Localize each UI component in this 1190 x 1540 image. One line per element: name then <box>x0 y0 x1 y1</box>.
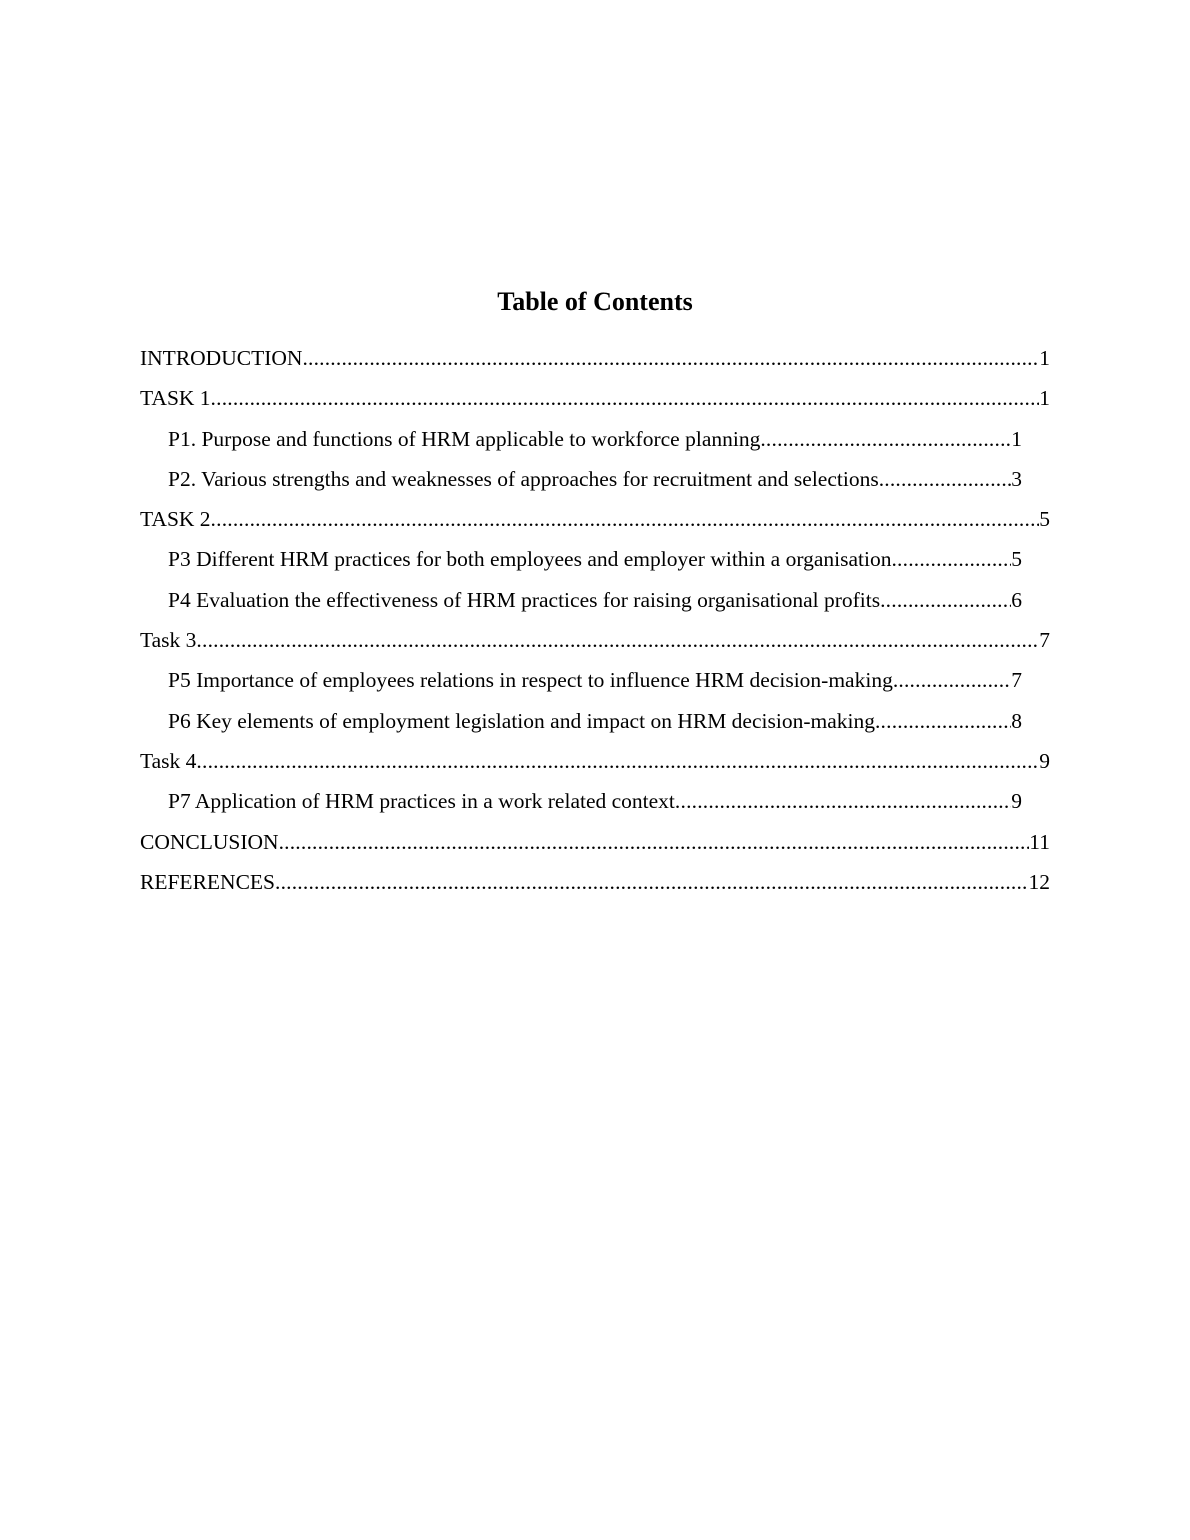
toc-dot-leader <box>880 582 1011 618</box>
toc-entry-label: P1. Purpose and functions of HRM applicable to workforce planning <box>168 426 761 451</box>
toc-entry-label: Task 3 <box>140 628 197 653</box>
toc-title: Table of Contents <box>497 287 693 316</box>
toc-dot-leader <box>675 783 1011 819</box>
toc-entry-introduction[interactable] <box>140 340 1050 380</box>
toc-dot-leader <box>196 743 1039 779</box>
toc-entry-p5[interactable] <box>168 662 1022 702</box>
toc-entry-p1[interactable] <box>168 421 1022 461</box>
toc-list <box>140 340 1050 904</box>
toc-dot-leader <box>211 380 1040 416</box>
toc-dot-leader <box>879 461 1012 497</box>
toc-entry-label: INTRODUCTION <box>140 346 303 370</box>
toc-page-number: 3 <box>1011 466 1022 491</box>
toc-page-number: 1 <box>1039 346 1050 370</box>
toc-page-number: 12 <box>1028 869 1050 894</box>
toc-page-number: 7 <box>1011 668 1022 693</box>
toc-entry-label: P2. Various strengths and weaknesses of approaches for recruitment and selections <box>168 466 879 491</box>
toc-page-number: 5 <box>1039 507 1050 532</box>
toc-entry-conclusion[interactable] <box>140 824 1050 864</box>
toc-entry-task-4[interactable] <box>140 743 1050 783</box>
toc-entry-label: REFERENCES <box>140 869 275 894</box>
toc-page-number: 11 <box>1029 829 1050 854</box>
toc-entry-p2[interactable] <box>168 461 1022 501</box>
toc-dot-leader <box>760 421 1011 457</box>
toc-entry-label: P7 Application of HRM practices in a work related context <box>168 789 675 814</box>
toc-entry-label: P5 Importance of employees relations in respect to influence HRM decision-making <box>168 668 893 693</box>
toc-page-number: 7 <box>1039 628 1050 653</box>
toc-entry-references[interactable] <box>140 864 1050 904</box>
toc-dot-leader <box>275 864 1029 900</box>
toc-entry-label: Task 4 <box>140 748 197 773</box>
toc-entry-label: TASK 2 <box>140 507 211 532</box>
toc-entry-task-2[interactable] <box>140 501 1050 541</box>
toc-entry-label: P4 Evaluation the effectiveness of HRM practices for raising organisational profits <box>168 587 881 612</box>
toc-page-number: 9 <box>1039 748 1050 773</box>
toc-entry-label: P6 Key elements of employment legislation and impact on HRM decision-making <box>168 708 875 733</box>
toc-entry-p4[interactable] <box>168 582 1022 622</box>
toc-dot-leader <box>302 340 1039 376</box>
toc-dot-leader <box>279 824 1030 860</box>
toc-entry-task-3[interactable] <box>140 622 1050 662</box>
toc-dot-leader <box>875 703 1011 739</box>
toc-dot-leader <box>891 541 1011 577</box>
toc-entry-label: P3 Different HRM practices for both employees and employer within a organisation <box>168 547 892 572</box>
toc-dot-leader <box>196 622 1039 658</box>
toc-entry-p3[interactable] <box>168 541 1022 581</box>
toc-entry-task-1[interactable] <box>140 380 1050 420</box>
toc-dot-leader <box>893 662 1011 698</box>
toc-entry-p7[interactable] <box>168 783 1022 823</box>
toc-dot-leader <box>211 501 1040 537</box>
toc-page-number: 5 <box>1011 547 1022 572</box>
toc-entry-label: CONCLUSION <box>140 829 279 854</box>
toc-entry-p6[interactable] <box>168 703 1022 743</box>
toc-page-number: 9 <box>1011 789 1022 814</box>
toc-page-number: 6 <box>1011 587 1022 612</box>
toc-page-number: 1 <box>1011 426 1022 451</box>
toc-page-number: 8 <box>1011 708 1022 733</box>
toc-page-number: 1 <box>1039 386 1050 411</box>
toc-entry-label: TASK 1 <box>140 386 211 411</box>
